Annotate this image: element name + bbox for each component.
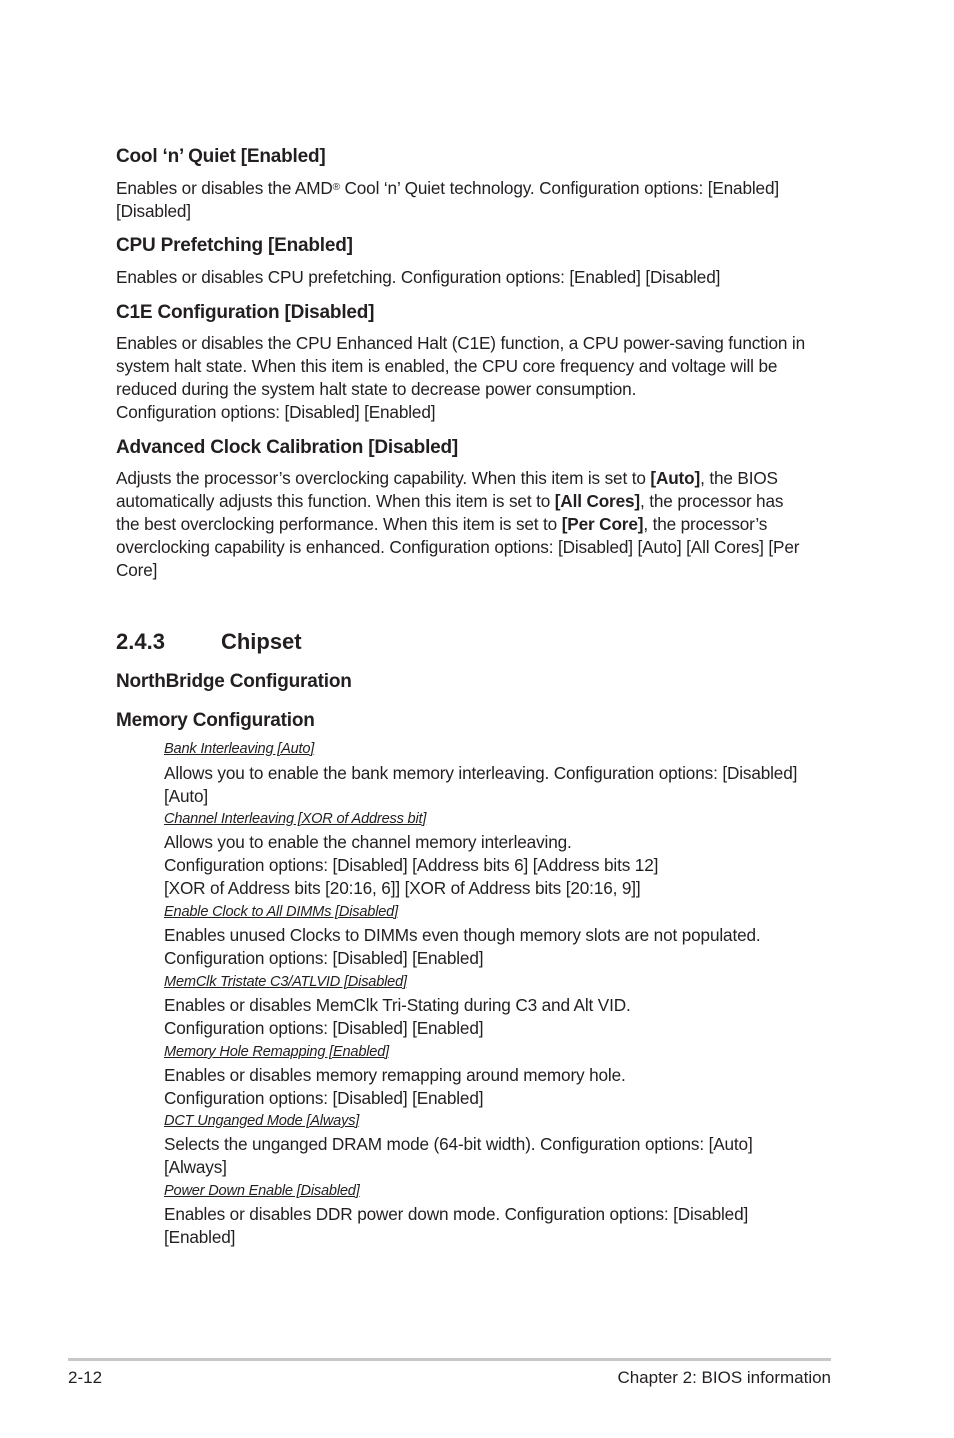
text: , the BIOS automatically adjusts this function. When this item is set to xyxy=(116,468,778,511)
heading-memory-configuration: Memory Configuration xyxy=(116,710,315,731)
section-name: Chipset xyxy=(220,629,302,654)
line: Enables unused Clocks to DIMMs even though memory slots are not populated. xyxy=(164,925,761,945)
section-number: 2.4.3 xyxy=(116,629,165,654)
chapter-title: Chapter 2: BIOS information xyxy=(617,1368,831,1387)
item-title-enable-clock: Enable Clock to All DIMMs [Disabled] xyxy=(164,904,398,920)
heading-cool-n-quiet: Cool ‘n’ Quiet [Enabled] xyxy=(116,146,326,167)
registered-mark: ® xyxy=(332,182,340,193)
section-title xyxy=(116,629,302,655)
item-body-power-down: Enables or disables DDR power down mode. Configuration options: [Disabled] [Enabled] xyxy=(164,1204,749,1247)
item-title-dct-unganged: DCT Unganged Mode [Always] xyxy=(164,1113,360,1129)
heading-advanced-clock-calibration: Advanced Clock Calibration [Disabled] xyxy=(116,437,459,458)
text: , the processor’s overclocking capability is enhanced. Configuration options: [Disabled] [Auto] [All Cores] [Per Core] xyxy=(116,514,800,580)
item-body-dct-unganged: Selects the unganged DRAM mode (64-bit width). Configuration options: [Auto] [Always] xyxy=(164,1134,753,1177)
item-body-channel-interleaving xyxy=(164,831,836,900)
heading-northbridge: NorthBridge Configuration xyxy=(116,671,352,692)
option-auto: [Auto] xyxy=(650,468,701,488)
text: Enables or disables the AMD xyxy=(116,178,333,198)
item-body-memory-hole xyxy=(164,1064,836,1110)
heading-cpu-prefetching: CPU Prefetching [Enabled] xyxy=(116,235,353,256)
text: Cool ‘n’ Quiet technology. Configuration options: [Enabled] [Disabled] xyxy=(116,178,779,221)
line: Allows you to enable the channel memory interleaving. xyxy=(164,832,572,852)
body-cpu-prefetching: Enables or disables CPU prefetching. Configuration options: [Enabled] [Disabled] xyxy=(116,267,721,287)
heading-c1e: C1E Configuration [Disabled] xyxy=(116,302,375,323)
item-title-memclk-tristate: MemClk Tristate C3/ATLVID [Disabled] xyxy=(164,974,407,990)
line: Enables or disables MemClk Tri-Stating during C3 and Alt VID. xyxy=(164,995,631,1015)
item-body-enable-clock xyxy=(164,924,836,970)
line: [XOR of Address bits [20:16, 6]] [XOR of Address bits [20:16, 9]] xyxy=(164,878,641,898)
c1e-options: Configuration options: [Disabled] [Enabled] xyxy=(116,402,436,422)
body-c1e xyxy=(116,332,821,424)
line: Configuration options: [Disabled] [Enabled] xyxy=(164,948,484,968)
text: , the processor has the best overclocking performance. When this item is set to xyxy=(116,491,784,534)
body-cool-n-quiet xyxy=(116,177,836,223)
line: Configuration options: [Disabled] [Enabled] xyxy=(164,1018,484,1038)
item-title-memory-hole: Memory Hole Remapping [Enabled] xyxy=(164,1044,389,1060)
text: Adjusts the processor’s overclocking capability. When this item is set to xyxy=(116,468,651,488)
item-title-channel-interleaving: Channel Interleaving [XOR of Address bit] xyxy=(164,811,427,827)
item-title-power-down: Power Down Enable [Disabled] xyxy=(164,1183,360,1199)
item-body-bank-interleaving: Allows you to enable the bank memory interleaving. Configuration options: [Disabled] [Auto] xyxy=(164,763,798,806)
line: Configuration options: [Disabled] [Enabled] xyxy=(164,1088,484,1108)
body-advanced-clock-calibration xyxy=(116,467,811,582)
option-all-cores: [All Cores] xyxy=(554,491,640,511)
page-number: 2-12 xyxy=(68,1368,103,1387)
option-per-core: [Per Core] xyxy=(561,514,644,534)
c1e-para: Enables or disables the CPU Enhanced Halt (C1E) function, a CPU power-saving function in system halt state. When this item is enabled, the CPU core frequency and voltage will be reduced during the system halt state to decrease power consumption. xyxy=(116,333,805,399)
footer-rule xyxy=(68,1358,831,1361)
item-title-bank-interleaving: Bank Interleaving [Auto] xyxy=(164,741,315,757)
item-body-memclk-tristate xyxy=(164,994,836,1040)
line: Configuration options: [Disabled] [Address bits 6] [Address bits 12] xyxy=(164,855,659,875)
line: Enables or disables memory remapping around memory hole. xyxy=(164,1065,626,1085)
